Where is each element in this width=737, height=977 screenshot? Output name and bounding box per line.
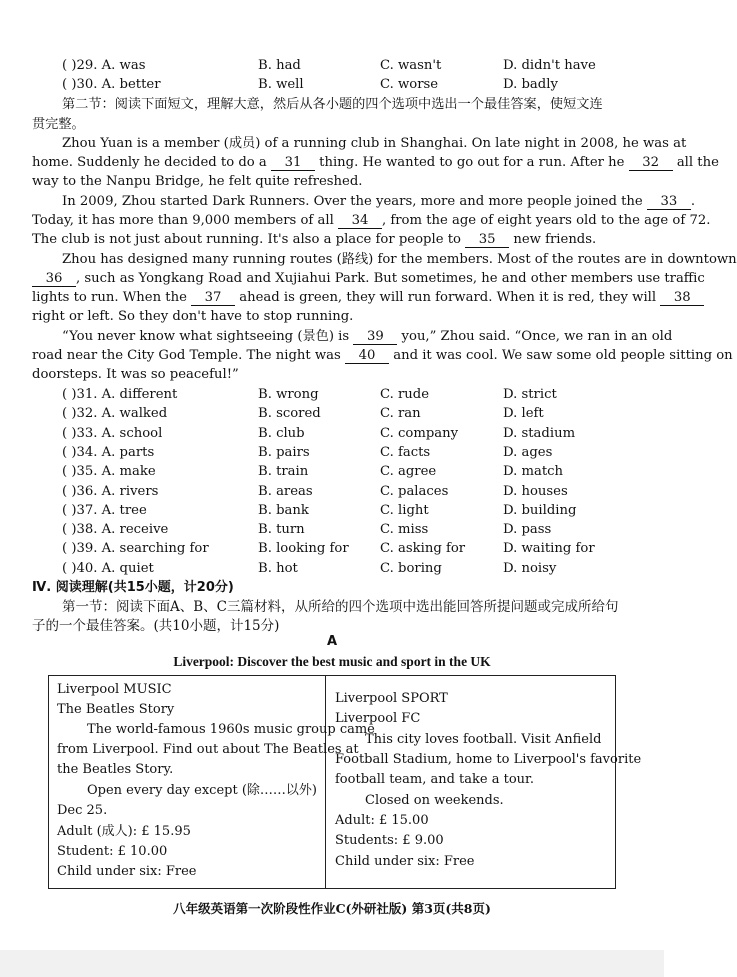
blank-35: 35	[465, 232, 509, 248]
sport-subheading: Liverpool FC	[335, 711, 421, 726]
part4-heading: Ⅳ. 阅读理解(共15小题，计20分)	[32, 580, 234, 595]
q30-option-b: B. well	[258, 77, 304, 92]
page-footer: 八年级英语第一次阶段性作业C(外研社版) 第3页(共8页)	[173, 901, 491, 916]
question-33-option-b: B. club	[258, 425, 305, 441]
question-37-option-c: C. light	[380, 502, 429, 518]
music-subheading: The Beatles Story	[57, 702, 175, 717]
article-title: Liverpool: Discover the best music and sport in the UK	[173, 654, 491, 669]
passage-text: thing. He wanted to go out for a run. After he	[314, 155, 629, 170]
sport-desc: football team, and take a tour.	[335, 772, 534, 787]
passage-line: way to the Nanpu Bridge, he felt quite refreshed.	[32, 174, 363, 189]
passage-line: Zhou has designed many running routes (路线) for the members. Most of the routes are in downtown	[62, 252, 737, 267]
passage-text: new friends.	[509, 232, 597, 247]
sport-hours: Closed on weekends.	[365, 793, 504, 808]
passage-line	[32, 230, 632, 249]
question-31-option-b: B. wrong	[258, 387, 319, 402]
blank-36: 36	[32, 271, 76, 287]
question-31-option-d: D. strict	[503, 387, 557, 402]
box-divider	[325, 676, 326, 888]
question-32-option-b: B. scored	[258, 406, 321, 422]
passage-text: all the	[672, 155, 719, 170]
question-38-option-b: B. turn	[258, 522, 305, 538]
section2-instructions: 第二节：阅读下面短文，理解大意，然后从各小题的四个选项中选出一个最佳答案，使短文连	[62, 97, 603, 112]
question-35-option-c: C. agree	[380, 464, 437, 480]
sport-price-student: Students: £ 9.00	[335, 833, 444, 848]
passage-line	[32, 346, 733, 365]
question-34-option-a: ( )34. A. parts	[62, 444, 155, 460]
passage-text: Today, it has more than 9,000 members of all	[32, 213, 338, 228]
question-32-option-c: C. ran	[380, 406, 421, 422]
passage-line	[32, 211, 711, 230]
music-desc: The world-famous 1960s music group came	[87, 722, 375, 737]
question-34-option-d: D. ages	[503, 444, 553, 460]
question-37-option-b: B. bank	[258, 502, 309, 518]
music-heading: Liverpool MUSIC	[57, 682, 172, 697]
question-38-option-d: D. pass	[503, 522, 552, 538]
question-40-option-c: C. boring	[380, 560, 442, 576]
question-36-option-c: C. palaces	[380, 483, 449, 499]
question-31-option-a: ( )31. A. different	[62, 387, 178, 402]
passage-line	[62, 327, 673, 346]
passage-line: right or left. So they don't have to stop running.	[32, 309, 354, 324]
question-40-option-b: B. hot	[258, 560, 298, 576]
sport-price-child: Child under six: Free	[335, 854, 475, 869]
sport-desc: Football Stadium, home to Liverpool's favorite	[335, 752, 642, 767]
passage-text: The club is not just about running. It's also a place for people to	[32, 232, 466, 247]
bottom-bar	[0, 950, 664, 977]
question-40-option-a: ( )40. A. quiet	[62, 560, 154, 576]
question-39-option-d: D. waiting for	[503, 541, 595, 557]
q30-option-c: C. worse	[380, 77, 439, 92]
passage-line	[62, 192, 696, 211]
question-35-option-a: ( )35. A. make	[62, 464, 156, 480]
question-37-option-d: D. building	[503, 502, 577, 518]
question-36-option-d: D. houses	[503, 483, 568, 499]
question-35-option-d: D. match	[503, 464, 564, 480]
blank-32: 32	[629, 155, 673, 171]
passage-text: , such as Yongkang Road and Xujiahui Park. But sometimes, he and other members use traffic	[76, 271, 705, 286]
passage-text: and it was cool. We saw some old people sitting on	[389, 348, 733, 363]
question-34-option-b: B. pairs	[258, 444, 310, 460]
blank-31: 31	[271, 155, 315, 171]
question-37-option-a: ( )37. A. tree	[62, 502, 147, 518]
question-36-option-a: ( )36. A. rivers	[62, 483, 159, 499]
q29-option-b: B. had	[258, 58, 301, 73]
info-box	[48, 675, 642, 889]
q30-option-a: ( )30. A. better	[62, 77, 161, 92]
question-32-option-a: ( )32. A. walked	[62, 406, 168, 422]
passage-text: home. Suddenly he decided to do a	[32, 155, 271, 170]
music-price-adult: Adult (成人): £ 15.95	[57, 824, 191, 839]
music-desc: from Liverpool. Find out about The Beatles at	[57, 742, 359, 757]
music-hours: Dec 25.	[57, 803, 108, 818]
q29-option-a: ( )29. A. was	[62, 58, 146, 73]
sport-desc: This city loves football. Visit Anfield	[365, 732, 602, 747]
passage-line: doorsteps. It was so peaceful!”	[32, 367, 239, 382]
question-39-option-b: B. looking for	[258, 541, 349, 557]
part4-instructions: 第一节：阅读下面A、B、C三篇材料，从所给的四个选项中选出能回答所提问题或完成所给句	[62, 599, 619, 615]
music-price-student: Student: £ 10.00	[57, 844, 168, 859]
blank-33: 33	[647, 194, 691, 210]
part4-instructions-cont: 子的一个最佳答案。(共10小题，计15分)	[32, 618, 280, 634]
music-desc: the Beatles Story.	[57, 762, 174, 777]
question-31-option-c: C. rude	[380, 387, 430, 402]
passage-line: Zhou Yuan is a member (成员) of a running club in Shanghai. On late night in 2008, he was at	[62, 136, 687, 151]
question-38-option-c: C. miss	[380, 522, 429, 538]
q29-option-d: D. didn't have	[503, 58, 596, 73]
music-hours: Open every day except (除……以外)	[87, 783, 317, 798]
question-33-option-c: C. company	[380, 425, 459, 441]
passage-text: .	[690, 194, 696, 209]
blank-37: 37	[191, 290, 235, 306]
passage-text: ahead is green, they will run forward. When it is red, they will	[235, 290, 661, 305]
question-33-option-d: D. stadium	[503, 425, 576, 441]
blank-40: 40	[345, 348, 389, 364]
passage-line	[32, 288, 691, 307]
passage-text: lights to run. When the	[32, 290, 192, 305]
q29-option-c: C. wasn't	[380, 58, 442, 73]
blank-38: 38	[660, 290, 704, 306]
question-39-option-a: ( )39. A. searching for	[62, 541, 209, 557]
sport-heading: Liverpool SPORT	[335, 691, 448, 706]
music-price-child: Child under six: Free	[57, 864, 197, 879]
question-35-option-b: B. train	[258, 464, 309, 480]
question-32-option-d: D. left	[503, 406, 544, 422]
blank-39: 39	[353, 329, 397, 345]
q30-option-d: D. badly	[503, 77, 558, 92]
passage-line	[32, 269, 705, 288]
passage-text: road near the City God Temple. The night was	[32, 348, 346, 363]
article-letter: A	[326, 634, 338, 649]
question-40-option-d: D. noisy	[503, 560, 557, 576]
passage-text: you,” Zhou said. “Once, we ran in an old	[397, 329, 673, 344]
section2-instructions-cont: 贯完整。	[32, 117, 85, 132]
passage-line	[32, 153, 719, 172]
question-39-option-c: C. asking for	[380, 541, 466, 557]
question-38-option-a: ( )38. A. receive	[62, 522, 169, 538]
passage-text: , from the age of eight years old to the age of 72.	[381, 213, 711, 228]
question-33-option-a: ( )33. A. school	[62, 425, 163, 441]
question-36-option-b: B. areas	[258, 483, 313, 499]
question-34-option-c: C. facts	[380, 444, 431, 460]
passage-text: “You never know what sightseeing (景色) is	[62, 329, 354, 344]
passage-text: In 2009, Zhou started Dark Runners. Over the years, more and more people joined the	[62, 194, 647, 209]
sport-price-adult: Adult: £ 15.00	[335, 813, 429, 828]
blank-34: 34	[338, 213, 382, 229]
